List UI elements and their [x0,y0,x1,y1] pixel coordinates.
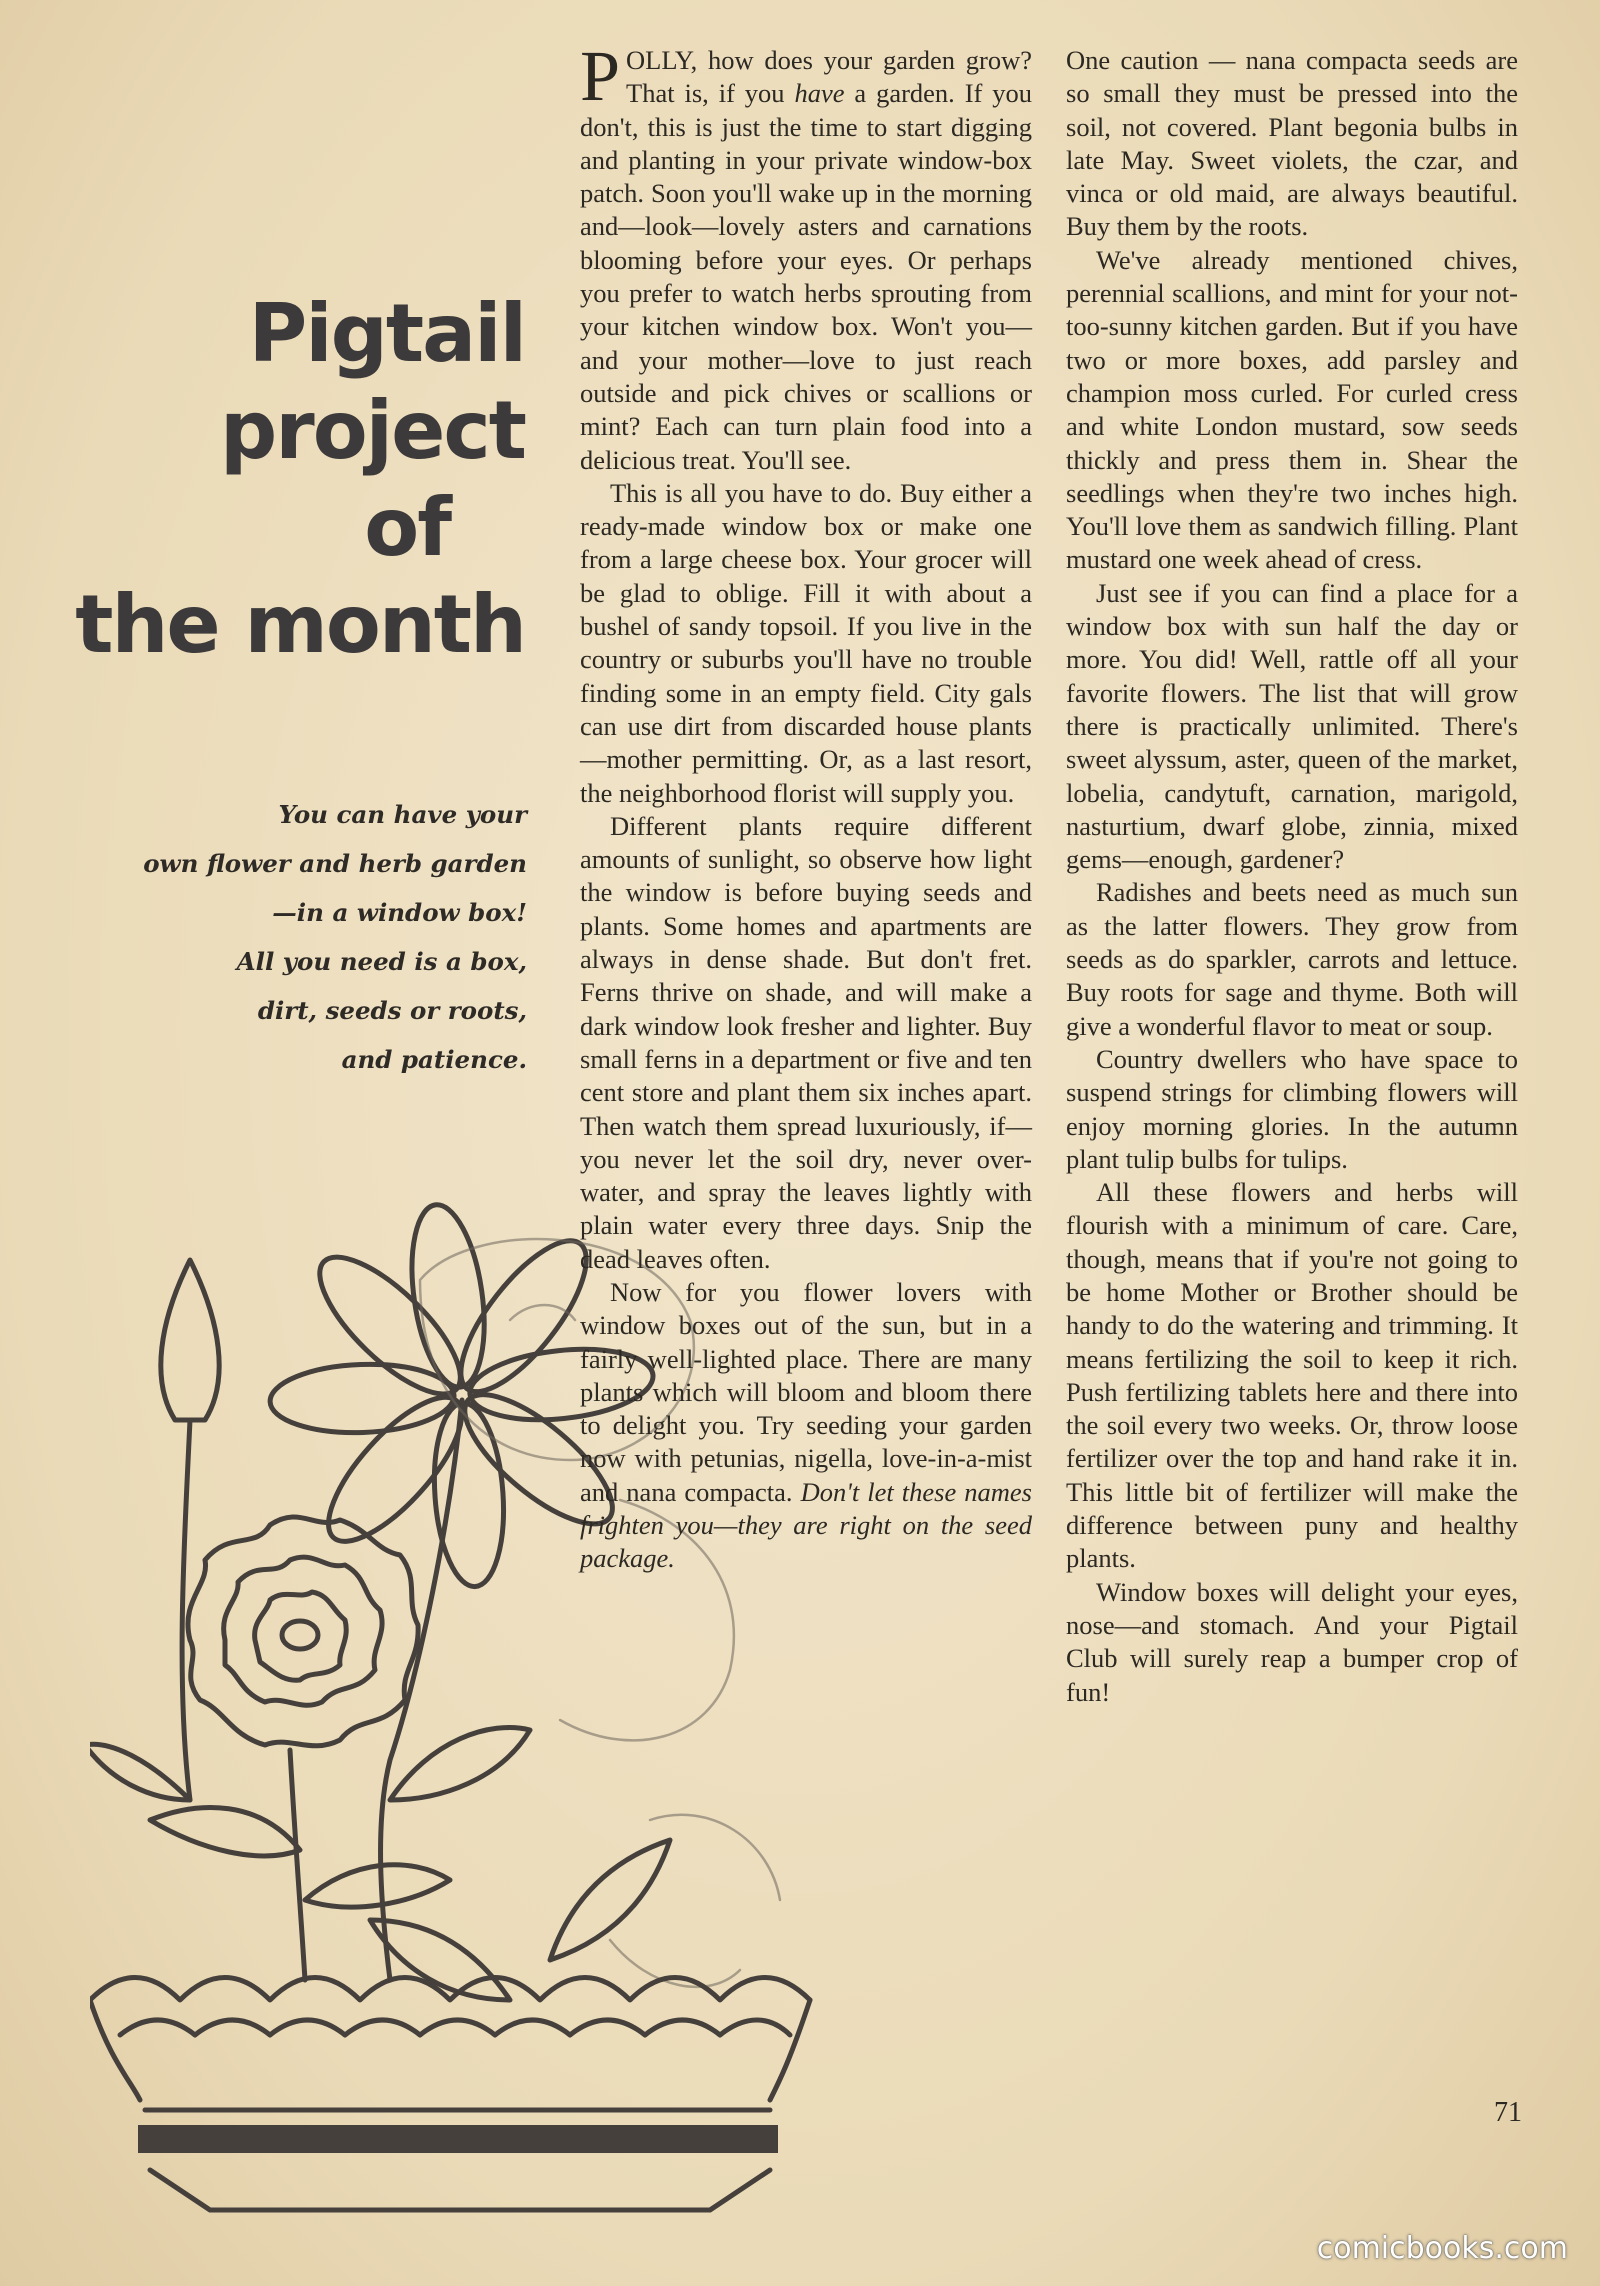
article-paragraph-8: Country dwellers who have space to suspend strings for climbing flowers will enjoy morning glories. In the autumn plant tulip bulbs for tulips. [1066,1043,1518,1174]
drop-cap: P [580,36,621,116]
article-paragraph-2: This is all you have to do. Buy either a ready-made window box or make one from a large cheese box. Your grocer will be glad to oblige. Fill it with about a bushel of sandy topsoil. If you live in the country or suburbs you'll have no trouble finding some in an empty field. City gals can use dirt from discarded house plants—mother permitting. Or, as a last resort, the neighborhood florist will supply you. [580,477,1032,808]
intro-line-1: You can have your [278,800,527,829]
page-title [55,285,525,673]
intro-line-5: dirt, seeds or roots, [257,996,527,1025]
intro-line-2: own flower and herb garden [143,849,527,878]
page-number: 71 [1494,2097,1522,2128]
article-paragraph-6: Just see if you can find a place for a window box with sun half the day or more. You did! Well, rattle off all your favorite flowers. The list that will grow there is practically unlimited. There's sweet alyssum, aster, queen of the market, lobelia, candytuft, carnation, marigold, nasturtium, dwarf globe, zinnia, mixed gems—enough, gardener? [1066,577,1518,875]
intro-line-6: and patience. [341,1045,527,1074]
title-line-3: of [364,481,450,574]
article-paragraph-10: Window boxes will delight your eyes, nose—and stomach. And your Pigtail Club will surely reap a bumper crop of fun! [1066,1576,1518,1707]
article-column-2 [1066,44,1518,1709]
article-paragraph-1: POLLY, how does your garden grow? That is, if you have a garden. If you don't, this is just the time to start digging and planting in your private window-box patch. Soon you'll wake up in the morning and—look—lovely asters and carnations blooming before your eyes. Or perhaps you prefer to watch herbs sprouting from your kitchen window box. Won't you—and your mother—love to just reach outside and pick chives or scallions or mint? Each can turn plain food into a delicious treat. You'll see. [580,36,1032,475]
article-paragraph-3: Different plants require different amounts of sunlight, so observe how light the window is before buying seeds and plants. Some homes and apartments are always in dense shade. But don't fret. Ferns thrive on shade, and will make a dark window look fresher and lighter. Buy small ferns in a department or five and ten cent store and plant them six inches apart. Then watch them spread luxuriously, if—you never let the soil dry, never over-water, and spray the leaves lightly with plain water every three days. Snip the dead leaves often. [580,810,1032,1274]
title-line-2: project [219,384,525,477]
article-paragraph-4a: Now for you flower lovers with window boxes out of the sun, but in a fairly well-lighted place. There are many plants which will bloom and bloom there to delight you. Try seeding your garden now with petunias, nigella, love-in-a-mist and nana compacta. Don't let these names frighten you—they are right on the seed package. [580,1276,1032,1574]
intro-line-3: —in a window box! [272,898,527,927]
intro-blurb [57,790,527,1084]
intro-line-4: All you need is a box, [236,947,527,976]
article-column-1 [580,36,1032,1576]
title-line-1: Pigtail [248,287,525,380]
site-watermark: comicbooks.com [1316,2231,1568,2266]
article-paragraph-4b: One caution — nana compacta seeds are so small they must be pressed into the soil, not covered. Plant begonia bulbs in late May. Sweet violets, the czar, and vinca or old maid, are always beautiful. Buy them by the roots. [1066,45,1518,242]
article-paragraph-5: We've already mentioned chives, perennial scallions, and mint for your not-too-sunny kitchen garden. But if you have two or more boxes, add parsley and champion moss curled. For curled cress and white London mustard, sow seeds thickly and press them in. Shear the seedlings when they're two inches high. You'll love them as sandwich filling. Plant mustard one week ahead of cress. [1066,244,1518,575]
title-line-4: the month [75,578,525,671]
article-paragraph-9: All these flowers and herbs will flourish with a minimum of care. Care, though, means that if you're not going to be home Mother or Brother should be handy to do the watering and trimming. It means fertilizing the soil to keep it rich. Push fertilizing tablets here and there into the soil every two weeks. Or, throw loose fertilizer over the top and hand rake it in. This little bit of fertilizer will make the difference between puny and healthy plants. [1066,1177,1518,1574]
article-paragraph-7: Radishes and beets need as much sun as the latter flowers. They grow from seeds as do sparkler, carrots and lettuce. Buy roots for sage and thyme. Both will give a wonderful flavor to meat or soup. [1066,877,1518,1041]
